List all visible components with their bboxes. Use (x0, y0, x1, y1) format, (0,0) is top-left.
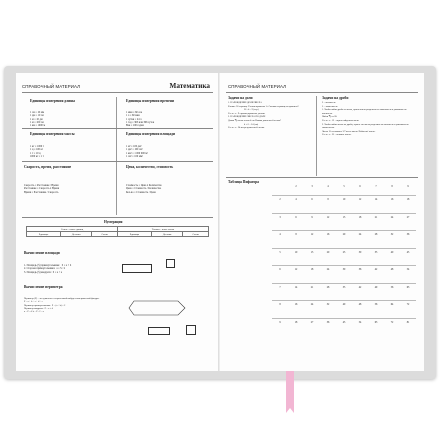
header-rule (22, 92, 213, 93)
pyth-cell: 24 (390, 215, 394, 219)
pyth-cell: 18 (358, 215, 362, 219)
speed-formulas: Скорость = Расстояние / Время Расстояние = Скорость х Время Время = Расстояние / Скорость (24, 183, 60, 194)
pyth-cell: 3 (279, 215, 281, 219)
pyth-cell: 36 (326, 320, 330, 324)
pyth-header-cell: 7 (375, 185, 377, 188)
left-page (16, 73, 219, 371)
fractions-share-title: Задачи на доли (228, 96, 253, 100)
area-heading: Единицы измерения площади (126, 132, 175, 136)
time-list: 1 мин = 60 сек 1 ч = 60 мин 1 сутки = 24 ч 1 год = 365 или 366 суток Век = 100 годам (126, 110, 155, 128)
pyth-cell: 32 (390, 233, 394, 236)
mass-heading: Единицы измерения массы (30, 132, 75, 136)
pyth-cell: 30 (342, 268, 346, 271)
pyth-cell: 8 (295, 233, 297, 236)
pyth-row-line (272, 300, 416, 301)
fractions-text: 3 – числитель 5 – знаменатель 1. Чтобы найти дробь от числа, нужно число разделить на знаменатель и умножить на числитель. Найти ⅗ от 20. О т в е т : 12 – верно найденная часть. 2. Чтобы найти число по дроби, нужно это число разделить на числитель и умножить на знаменатель. Число 15 составляет 3/7 всего числа. Найти всё число. О т в е т : 35 – искомое число. (322, 102, 409, 137)
pyth-cell: 12 (358, 198, 362, 201)
pyth-cell: 56 (374, 303, 378, 306)
time-heading: Единицы измерения времени (126, 99, 175, 103)
bookmark-ribbon (286, 371, 294, 413)
pyth-cell: 45 (406, 250, 410, 254)
pyth-cell: 18 (406, 198, 410, 201)
pyth-title: Таблица Пифагора (228, 180, 259, 184)
pyth-cell: 36 (358, 268, 362, 271)
pyth-cell: 63 (374, 320, 378, 324)
pyth-cell: 27 (310, 320, 314, 324)
pyth-cell: 36 (406, 233, 410, 236)
pyth-cell: 40 (390, 250, 394, 254)
pyth-header-cell: 6 (359, 185, 361, 188)
area-calc-text: 1. Площадь (S) прямоугольника: S = a × b 2. Сторона прямоугольника: a = S : b 3. Площадь (S) квадрата: S = a × a (24, 263, 72, 274)
price-formulas: Стоимость = Цена х Количество Цена = Стоимость / Количество Кол-во = Стоимость / Цена (126, 183, 162, 194)
pyth-row-line (272, 213, 416, 214)
area-calc-heading: Вычисление площади (24, 251, 60, 255)
mass-list: 1 кг = 1000 г 1 ц = 100 кг 1 т = 10 ц 1000 кг = 1 т (30, 144, 44, 159)
price-heading: Цена, количество, стоимость (126, 165, 174, 169)
pyth-cell: 14 (374, 198, 378, 201)
pyth-cell: 9 (279, 320, 281, 324)
length-list: 1 см = 10 мм 1 дм = 10 см 1 м = 10 дм 1 м = 100 см 1 км = 1000 м (30, 110, 46, 128)
pyth-cell: 54 (358, 320, 362, 324)
column-divider (116, 97, 117, 215)
shares-text: 1. НАХОЖДЕНИЕ ДОЛИ ЧИСЛА В книге 36 страниц. Ученик прочитал ¼. Сколько страниц он прочитал? 36 : 4 = 9 (стр.) О т в е т : 9 страниц прочитал ученик. 2. НАХОЖДЕНИЕ ЧИСЛА ПО ДОЛЕ Длина ⅙ части ленты 4 см. Какова длина всей ленты? 4 × 6 = 24 (см) О т в е т : 24 метра длина всей ленты. (228, 102, 299, 130)
right-page-header: СПРАВОЧНЫЙ МАТЕРИАЛ (228, 84, 287, 89)
pyth-cell: 28 (374, 233, 378, 236)
pyth-cell: 24 (310, 303, 314, 306)
pyth-cell: 48 (358, 303, 362, 306)
pyth-cell: 24 (358, 233, 362, 236)
speed-heading: Скорость, время, расстояние (24, 165, 72, 169)
perimeter-rectangle-shape (148, 327, 170, 335)
pyth-cell: 4 (295, 198, 297, 201)
length-heading: Единицы измерения длины (30, 99, 76, 103)
numeration-col1: Сотни – класс единиц (27, 227, 118, 232)
pyth-cell: 16 (326, 233, 330, 236)
pyth-cell: 20 (342, 233, 346, 236)
pyth-cell: 12 (326, 215, 330, 219)
pyth-row-line (272, 195, 416, 196)
pythagoras-table (272, 185, 416, 361)
pyth-cell: 2 (279, 198, 281, 201)
pyth-cell: 16 (294, 303, 298, 306)
numeration-table: Сотни – класс единиц Тысячи – класс тысяч Единицы Десятки Сотни Единицы Десятки Сотни (26, 226, 209, 237)
pyth-header-cell: 9 (407, 185, 409, 188)
pyth-cell: 9 (311, 215, 313, 219)
pyth-row-line (272, 283, 416, 284)
pyth-cell: 25 (342, 250, 346, 254)
pyth-cell: 42 (358, 285, 362, 289)
pyth-cell: 6 (295, 215, 297, 219)
pyth-cell: 12 (310, 233, 314, 236)
left-page-title: Математика (169, 82, 210, 90)
pyth-cell: 10 (342, 198, 346, 201)
square-shape (166, 259, 175, 268)
pyth-cell: 21 (310, 285, 314, 289)
pyth-header-cell: 3 (311, 185, 313, 188)
section-rule-3 (22, 217, 213, 218)
pyth-cell: 16 (390, 198, 394, 201)
pyth-row-line (272, 265, 416, 266)
pyth-cell: 8 (327, 198, 329, 201)
pyth-row-line (272, 230, 416, 231)
right-page (220, 73, 424, 371)
perimeter-text: Периметр (P) – это длина всех сторон какой-нибудь геометрической фигуры. P = a + b + c + d + e Периметр прямоугольника: P = (a + b) × 2 Периметр квадрата: P = a × 4 a = P : 4 b = P : 2 – a (24, 297, 100, 314)
pyth-cell: 45 (342, 320, 346, 324)
fractions-title: Задачи на дроби (322, 96, 349, 100)
pyth-cell: 32 (326, 303, 330, 306)
pyth-cell: 30 (358, 250, 362, 254)
pyth-header-cell: 4 (327, 185, 329, 188)
pyth-cell: 48 (390, 268, 394, 271)
pyth-cell: 72 (406, 303, 410, 306)
pyth-cell: 24 (326, 268, 330, 271)
pyth-cell: 6 (311, 198, 313, 201)
pyth-cell: 27 (406, 215, 410, 219)
perimeter-heading: Вычисление периметра (24, 285, 63, 289)
pyth-cell: 72 (390, 320, 394, 324)
pyth-header-cell: 2 (295, 185, 297, 188)
pyth-cell: 42 (374, 268, 378, 271)
pyth-cell: 21 (374, 215, 378, 219)
pyth-cell: 14 (294, 285, 298, 289)
pyth-cell: 81 (406, 320, 410, 324)
pyth-cell: 54 (406, 268, 410, 271)
pyth-row-line (272, 248, 416, 249)
area-list: 1 м² = 100 дм² 1 дм² = 100 см² 1 км² = 1 000 000 м² 1 см² = 100 мм² (126, 144, 148, 159)
section-rule-2 (22, 161, 213, 162)
hexagon-shape (128, 300, 188, 316)
numeration-col2: Тысячи – класс тысяч (117, 227, 208, 232)
header-rule-right (226, 92, 418, 93)
section-rule-1 (22, 128, 213, 129)
pyth-cell: 35 (342, 285, 346, 289)
pyth-cell: 15 (342, 215, 346, 219)
pyth-cell: 56 (390, 285, 394, 289)
numeration-heading: Нумерация (104, 220, 123, 224)
pyth-cell: 40 (342, 303, 346, 306)
pyth-cell: 63 (406, 285, 410, 289)
pyth-cell: 64 (390, 303, 394, 306)
pyth-cell: 5 (279, 250, 281, 254)
perimeter-square-shape (186, 325, 196, 335)
pyth-cell: 8 (279, 303, 281, 306)
pyth-header-cell: 5 (343, 185, 345, 188)
pyth-cell: 7 (279, 285, 281, 289)
pyth-cell: 20 (326, 250, 330, 254)
pyth-cell: 18 (310, 268, 314, 271)
pyth-cell: 15 (310, 250, 314, 254)
pyth-cell: 6 (279, 268, 281, 271)
pyth-rule (226, 177, 418, 178)
left-page-header: СПРАВОЧНЫЙ МАТЕРИАЛ (22, 84, 81, 89)
pyth-row-line (272, 318, 416, 319)
pyth-cell: 12 (294, 268, 298, 271)
pyth-cell: 35 (374, 250, 378, 254)
pyth-cell: 10 (294, 250, 298, 254)
pyth-cell: 4 (279, 233, 281, 236)
pyth-cell: 18 (294, 320, 298, 324)
right-column-divider (316, 96, 317, 176)
pyth-cell: 49 (374, 285, 378, 289)
pyth-header-cell: 8 (391, 185, 393, 188)
rectangle-shape (122, 264, 152, 273)
pyth-cell: 28 (326, 285, 330, 289)
